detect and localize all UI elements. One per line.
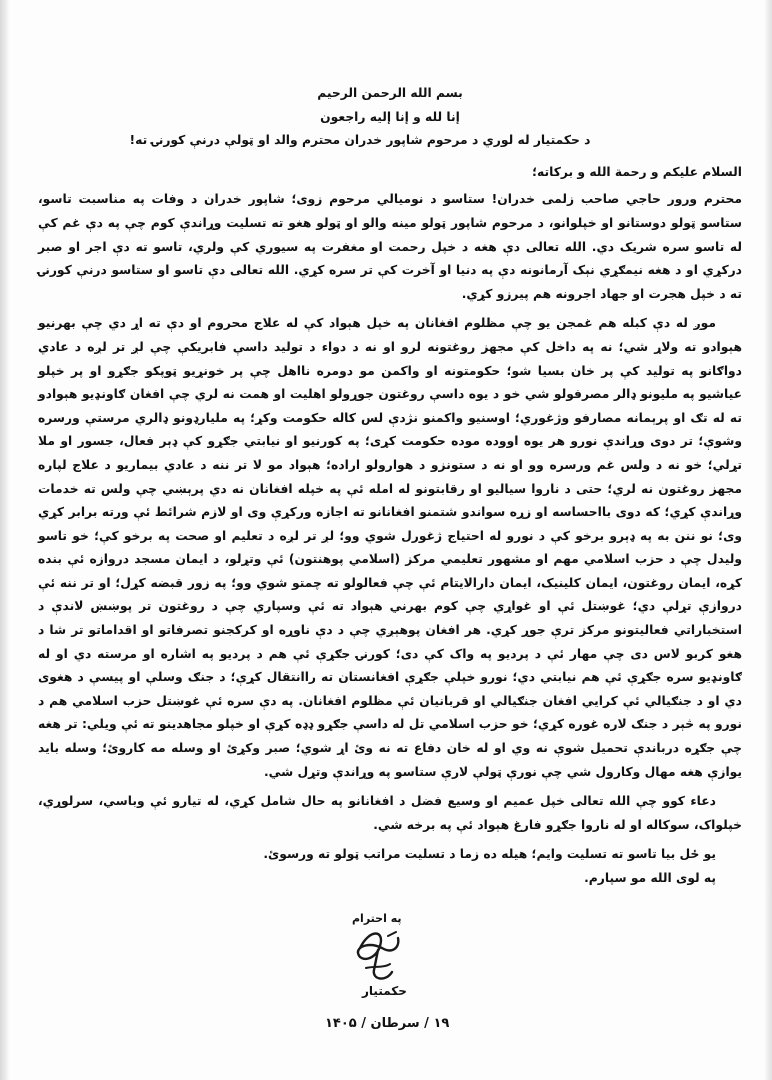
bismillah-heading: بسم الله الرحمن الرحيم	[317, 86, 463, 100]
letter-subject: د حکمتیار له لوري د مرحوم شاپور خدران محترم والد او ټولې درنې کورنۍ ته!	[129, 133, 591, 148]
closing-line-1: يو ځل بيا تاسو ته تسليت وايم؛ هيله ده زما د تسليت مراتب ټولو ته ورسوئ.	[263, 847, 716, 862]
signatory-name: حکمتيار	[362, 984, 407, 998]
condolence-verse: إنا لله و إنا إليه راجعون	[320, 109, 460, 124]
letter-body	[38, 82, 742, 891]
closing-line-2: په لوی الله مو سپارم.	[584, 871, 716, 885]
page-edge-shadow-right	[764, 0, 772, 1080]
salutation: السلام عليكم و رحمة الله و بركاته؛	[532, 164, 742, 179]
paragraph-1: محترم ورور حاجي صاحب زلمی خدران! ستاسو د نوميالي مرحوم زوی؛ شاپور خدران د وفات په مناسبت تاسو، ستاسو ټولو دوستانو او خپلوانو، د مرحوم شاپور ټولو مينه والو او ټولو هغو ته تسليت وړاندې کوم چې په دې غم کې له تاسو سره شريک دي. الله تعالی دې هغه د خپل رحمت او مغفرت په سيوري کې ولري، تاسو ته دې اجر او صبر درکړي او د هغه نيمګړي نېک آرمانونه دې په دنيا او آخرت کې تر سره کړي. الله تعالی دې تاسو او ستاسو درنې کورنۍ ته د خپل هجرت او جهاد اجرونه هم پيرزو کړي.	[38, 192, 742, 301]
page-edge-shadow-left	[0, 0, 10, 1080]
signature-caption: په احترام	[352, 912, 402, 925]
paragraph-2: موږ له دې کبله هم غمجن يو چې مظلوم افغانان په خپل هېواد کې له علاج محروم او دې ته اړ دي چې بهرنيو هېوادو ته ولاړ شي؛ نه په داخل کې مجهز روغتونه لرو او نه د دواء د توليد داسې فابريکې چې لږ تر لږه د عادي دواګانو په توليد کې پر خان بسيا شو؛ حکومتونه او واکمن مو دومره ناا‌هل چې پر خونړيو ټوپکو جګړو او پر خپلو عياشيو په مليونو ډالر مصرفولو شي خو د يوه داسې روغتون جوړولو اهليت او همت نه لري چې افغان ګاونډيو هېوادو ته له تګ او پرېمانه مصارفو وژغوري؛ اوسنيو واکمنو نژدې لس کاله حکومت وکړ؛ په مليارډونو ډالري مرستې ورسره وشوې؛ تر دوی وړاندې نورو هر يوه اووده موده حکومت کړی؛ په کورنيو او نيابتي جګړو کې ډېر فعال، جسور او ملا تړلي؛ خو نه د ولس غم ورسره وو او نه د ستونزو د هوارولو اراده؛ هېواد مو لا تر ننه د عادي بيماريو د علاج لپاره مجهز روغتون نه لري؛ حتی د ناروا سياليو او رقابتونو له امله ئې په خپله افغانان نه دي پرېښي چې ولس ته خدمات وړاندې کړي؛ که دوی بااحساسه او زړه سواندو شتمنو افغانانو ته اجازه ورکړې وی او لازم شرائط ئې ورته برابر کړي وی؛ نو ننن به په ډېرو برخو کې د نورو له احتياج ژغورل شوي وو؛ لږ تر لږه د تعليم او صحت په برخو کې؛ خو تاسو وليدل چې د حزب اسلامي مهم او مشهور تعليمي مرکز (اسلامي پوهنتون) ئې وتړلو، د ايمان مسجد دروازه ئې بنده کړه، ايمان روغتون، ايمان کلينيک، ايمان دارالايتام ئې چې فعالولو ته چمتو شوي وو؛ په زور قبضه کړل؛ او تر ننه ئې دروازې تړلې دي؛ غوښتل ئې او غواړي چې کوم بهرني هېواد ته ئې وسپاري چې د روغتون تر پوښښ لاندې د استخباراتي فعاليتونو مرکز ترې جوړ کړي. هر افغان پوهېږي چې د دې ناوړه او کرکجنو تصرفاتو او اقداماتو تر شا د هغو کربو لاس دی چې مهار ئې د پرديو په واک کې دی؛ کورنۍ جګړې ئې هم د پرديو په اشاره او مرسته دي او له ګاونډيو سره جګړې ئې هم نيابتي دي؛ نورو خپلې جګړې افغانستان ته راانتقال کړې؛ د جنګ وسلې او پيسې د هغوی دي او د جنګيالي ئې کرايي افغان جنګيالي او قربانيان ئې مظلوم افغانان. په دې سره ئې غوښتل حزب اسلامي هم د نورو په څېر د جنګ لاره غوره کړي؛ خو حزب اسلامي تل له داسې جګړو ډډه کړې او خپلو مجاهدينو ته ئې ويلي: تر هغه چې جګړه درباندې تحميل شوې نه وي او له خان دفاع ته نه وئ اړ شوي؛ صبر وکړئ او وسله مه کاروئ؛ وسله بايد يوازې هغه مهال وکارول شي چې نورې ټولې لارې ستاسو په وړاندې وتړل شي.	[38, 316, 742, 779]
paragraph-3: دعاء کوو چې الله تعالی خپل عميم او وسيع فضل د افغانانو په حال شامل کړي، له تيارو ئې وباسي، سرلوړي، خپلواک، سوکاله او له ناروا جګړو فارغ هېواد ئې په برخه شي.	[38, 794, 742, 832]
letter-date: ۱۹ / سرطان / ۱۴۰۵	[325, 1016, 450, 1031]
